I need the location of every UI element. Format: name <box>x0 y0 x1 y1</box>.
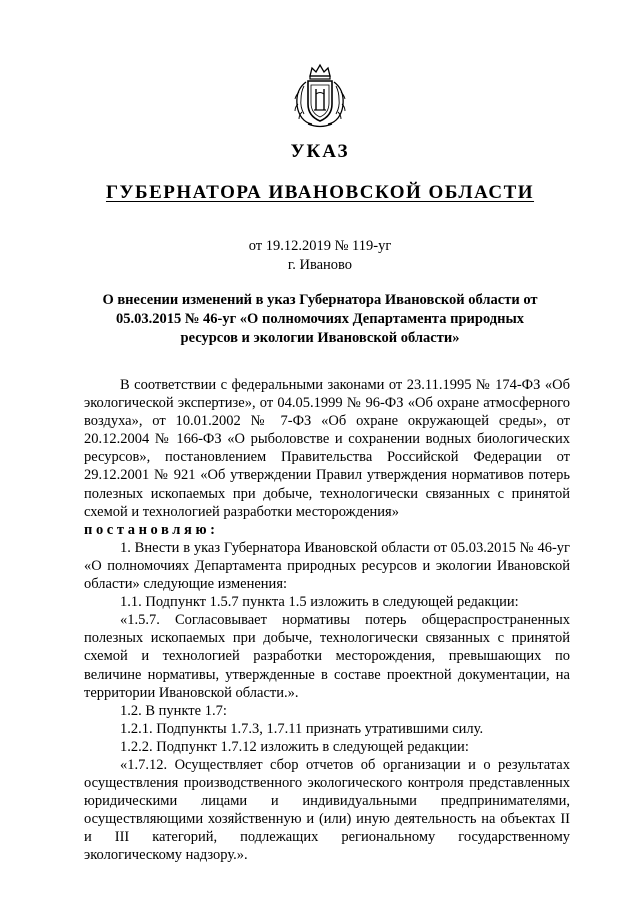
decree-line <box>84 521 570 539</box>
decree-colon: : <box>210 521 215 538</box>
body-paragraph: «1.7.12. Осуществляет сбор отчетов об организации и о результатах осуществления производственного экологического контроля представленных юридическими лицами и индивидуальными предпринимателями, осуществляющими хозяйственную и (или) иную деятельность на объектах II и III категорий, подлежащих региональному государственному экологическому надзору.». <box>84 756 570 864</box>
document-title: УКАЗ <box>290 141 350 162</box>
document-body <box>84 376 570 865</box>
preamble-paragraph: В соответствии с федеральными законами от 23.11.1995 № 174-ФЗ «Об экологической экспертизе», от 04.05.1999 № 96-ФЗ «Об охране атмосферного воздуха», от 10.01.2002 № 7-ФЗ «Об охране окружающей среды», от 20.12.2004 № 166-ФЗ «О рыболовстве и сохранении водных биологических ресурсов», постановлением Правительства Российской Федерации от 29.12.2001 № 921 «Об утверждении Правил утверждения нормативов потерь полезных ископаемых при добыче, технологически связанных с принятой схемой и технологией разработки месторождения» <box>84 377 570 520</box>
document-subject: О внесении изменений в указ Губернатора Ивановской области от 05.03.2015 № 46-уг «О полномочиях Департамента природных ресурсов и экологии Ивановской области» <box>102 292 538 346</box>
body-paragraph: 1. Внести в указ Губернатора Ивановской области от 05.03.2015 № 46-уг «О полномочиях Департамента природных ресурсов и экологии Ивановской области» следующие изменения: <box>84 539 570 593</box>
body-paragraph: «1.5.7. Согласовывает нормативы потерь общераспространенных полезных ископаемых при добыче, технологически связанных с принятой схемой и технологией разработки месторождения, превышающих по величине нормативы, утвержденные в составе проектной документации, на территории Ивановской области.». <box>84 612 570 701</box>
document-issuer: ГУБЕРНАТОРА ИВАНОВСКОЙ ОБЛАСТИ <box>105 182 535 203</box>
body-paragraph: 1.2.1. Подпункты 1.7.3, 1.7.11 признать утратившими силу. <box>120 720 484 737</box>
document-date-number: от 19.12.2019 № 119-уг <box>248 238 392 254</box>
body-paragraph: 1.2. В пункте 1.7: <box>120 702 227 719</box>
coat-of-arms-emblem <box>292 62 348 130</box>
body-paragraph: 1.1. Подпункт 1.5.7 пункта 1.5 изложить в следующей редакции: <box>120 594 519 611</box>
decree-word: постановляю <box>84 521 211 538</box>
coat-of-arms-icon <box>292 62 348 130</box>
body-paragraph: 1.2.2. Подпункт 1.7.12 изложить в следующей редакции: <box>120 738 469 755</box>
document-city: г. Иваново <box>287 257 353 273</box>
